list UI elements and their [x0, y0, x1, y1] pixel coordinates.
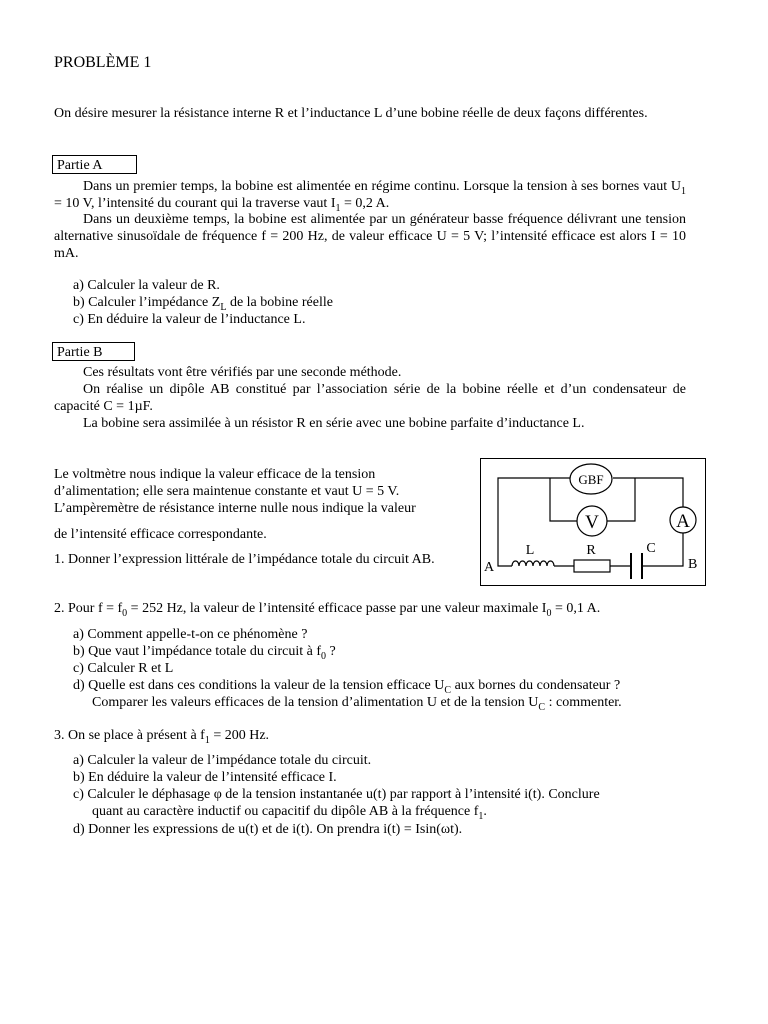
label-point-b: B	[688, 557, 698, 572]
part-a-question-c: c) En déduire la valeur de l’inductance L.	[73, 312, 306, 327]
part-b-paragraph-4: Le voltmètre nous indique la valeur efficace de la tension d’alimentation; elle sera maintenue constante et vaut U = 5 V. L’ampèremètre de résistance interne nulle nous indique la valeur	[54, 467, 416, 516]
label-c: C	[646, 541, 656, 556]
question-2d-line-2: Comparer les valeurs efficaces de la tension d’alimentation U et de la tension $U_C$ : commenter.	[92, 695, 622, 713]
part-a-label: Partie A	[52, 155, 137, 174]
part-b-paragraph-3: La bobine sera assimilée à un résistor R en série avec une bobine parfaite d’inductance L.	[83, 416, 585, 431]
circuit-diagram	[480, 458, 706, 586]
ammeter-label: A	[676, 511, 690, 532]
label-r: R	[586, 543, 596, 558]
wire-right-top	[613, 478, 683, 507]
voltmeter	[577, 506, 607, 536]
question-3c-line-2: quant au caractère inductif ou capacitif du dipôle AB à la fréquence $f_1$.	[92, 804, 487, 822]
gbf-generator	[570, 464, 612, 494]
intro-paragraph: On désire mesurer la résistance interne R et l’inductance L d’une bobine réelle de deux façons différentes.	[54, 106, 648, 121]
question-3a: a) Calculer la valeur de l’impédance totale du circuit.	[73, 753, 372, 768]
part-b-question-1: 1. Donner l’expression littérale de l’impédance totale du circuit AB.	[54, 552, 435, 567]
label-point-a: A	[484, 560, 495, 575]
part-b-label: Partie B	[52, 342, 135, 361]
question-2d-line-1: d) Quelle est dans ces conditions la valeur de la tension efficace $U_C$ aux bornes du condensateur ?	[73, 678, 621, 696]
ammeter	[670, 507, 696, 533]
question-2-stem: 2. Pour $f = f_0 = 252$ Hz, la valeur de l’intensité efficace passe par une valeur maximale $I_0 = 0,1$ A.	[54, 601, 601, 619]
question-2b: b) Que vaut l’impédance totale du circuit à $f_0$ ?	[73, 644, 336, 662]
question-3d: d) Donner les expressions de u(t) et de i(t). On prendra i(t) = Isin(ωt).	[73, 822, 463, 837]
part-b-paragraph-1: Ces résultats vont être vérifiés par une seconde méthode.	[83, 365, 402, 380]
part-b-paragraph-5: de l’intensité efficace correspondante.	[54, 527, 267, 542]
part-a-question-b: b) Calculer l’impédance $Z_L$ de la bobine réelle	[73, 295, 333, 313]
gbf-label: GBF	[578, 472, 604, 487]
question-3-stem: 3. On se place à présent à $f_1 = 200$ Hz.	[54, 728, 270, 746]
voltmeter-label: V	[585, 512, 599, 533]
wire-right-bottom	[666, 533, 683, 566]
question-2a: a) Comment appelle-t-on ce phénomène ?	[73, 627, 308, 642]
part-a-question-a: a) Calculer la valeur de R.	[73, 278, 220, 293]
part-a-paragraph-2: Dans un deuxième temps, la bobine est alimentée par un générateur basse fréquence délivrant une tension alternative sinusoïdale de fréquence f = 200 Hz, de valeur efficace U = 5 V; l’intensité efficace est alors I = 10 mA.	[54, 212, 686, 261]
part-a-paragraph-1: Dans un premier temps, la bobine est alimentée en régime continu. Lorsque la tension à ses bornes vaut $U_1 = 10$ V, l’intensité du courant qui la traverse vaut $I_1 = 0,2$ A.	[54, 179, 686, 214]
resistor	[574, 560, 610, 572]
question-2c: c) Calculer R et L	[73, 661, 174, 676]
question-3b: b) En déduire la valeur de l’intensité efficace I.	[73, 770, 337, 785]
page-title: PROBLÈME 1	[54, 54, 152, 71]
inductor-coil	[512, 561, 554, 566]
question-3c-line-1: c) Calculer le déphasage φ de la tension instantanée u(t) par rapport à l’intensité i(t). Conclure	[73, 787, 600, 802]
label-l: L	[525, 543, 535, 558]
part-b-paragraph-2: On réalise un dipôle AB constitué par l’association série de la bobine réelle et d’un condensateur de capacité C = 1µF.	[54, 382, 686, 414]
